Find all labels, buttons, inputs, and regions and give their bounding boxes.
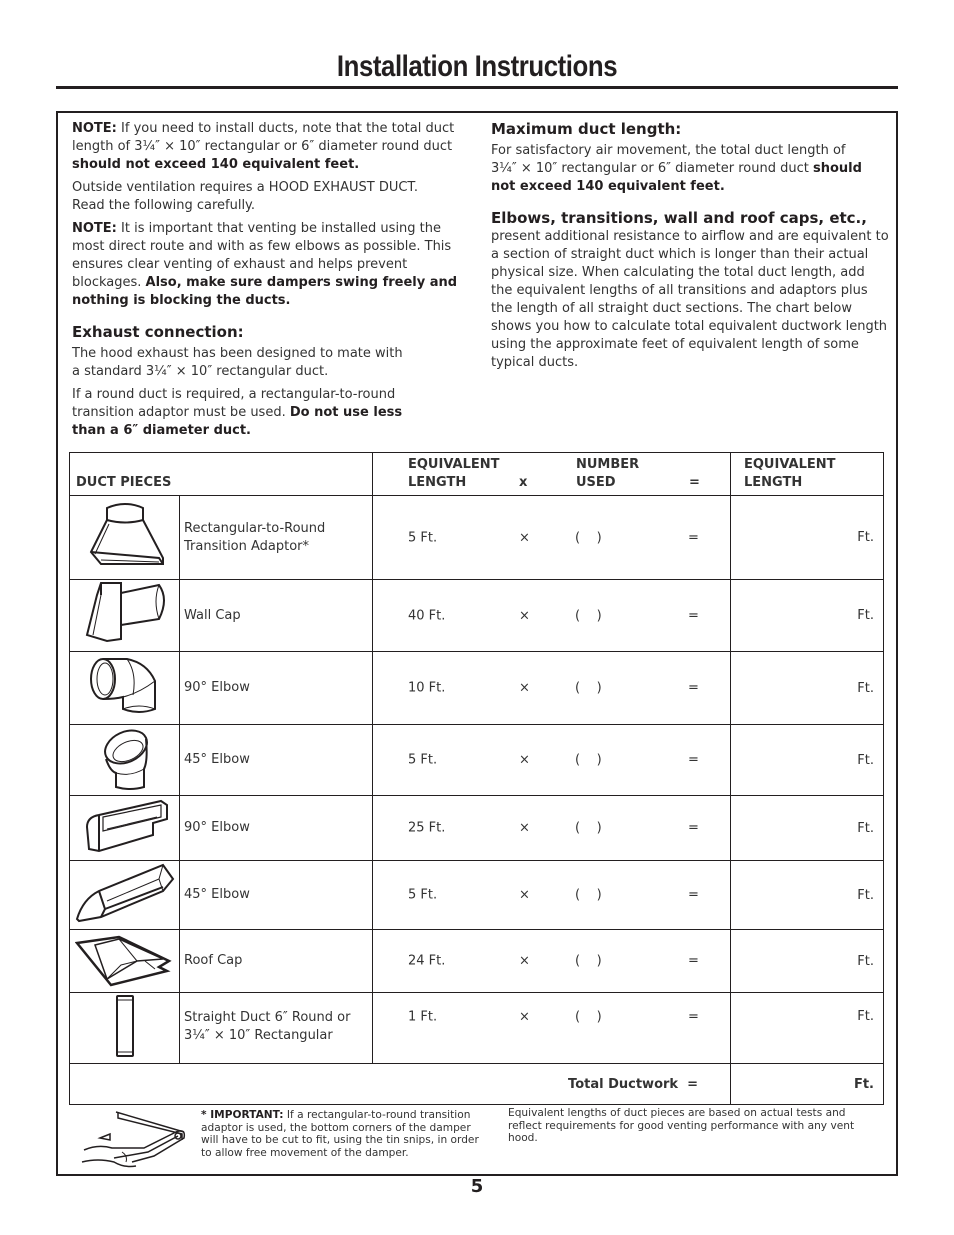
max-duct-length-text: For satisfactory air movement, the total duct length of 3¼″ × 10″ rectangular or 6″ diameter round duct should not exceed 140 equivalent feet. [491,143,862,194]
equals-sign: = [688,530,699,545]
equivalent-length: 24 Ft. [408,953,446,969]
page-number: 5 [470,1176,484,1197]
duct-piece-name: 90° Elbow [180,652,373,725]
result-field[interactable]: Ft. [731,796,884,861]
table-row [70,796,884,861]
equals-sign: = [688,820,699,836]
header-equals: = [689,475,700,490]
equivalent-length: 5 Ft. [408,752,438,768]
important-footnote: * IMPORTANT: If a rectangular-to-round transition adaptor is used, the bottom corners of the damper will have to be cut to fit, using the tin snips, in order to allow free movement of the damper. [201,1109,479,1159]
table-row [70,993,884,1064]
duct-piece-name: Rectangular-to-Round Transition Adaptor* [180,496,373,580]
right-column [491,119,891,377]
times-sign: × [519,680,530,696]
header-times: x [519,475,528,490]
table-row [70,725,884,796]
times-sign: × [519,953,530,969]
rect-to-round-adaptor-icon [79,498,171,574]
header-number-used-2: USED [576,475,616,490]
table-row [70,496,884,580]
result-field[interactable]: Ft. [731,725,884,796]
duct-piece-name: Roof Cap [180,930,373,993]
header-result-1: EQUIVALENT [744,457,836,472]
total-ductwork-label: Total Ductwork = [70,1064,731,1105]
number-used-field[interactable]: ( ) [575,608,602,623]
number-used-field[interactable]: ( ) [575,1009,602,1025]
note-duct-length: NOTE: If you need to install ducts, note that the total duct length of 3¼″ × 10″ rectangular or 6″ diameter round duct should not exceed 140 equivalent feet. [72,121,455,172]
number-used-field[interactable]: ( ) [575,530,602,545]
table-row [70,652,884,725]
exhaust-text: The hood exhaust has been designed to mate with a standard 3¼″ × 10″ rectangular duct. [72,346,403,379]
number-used-field[interactable]: ( ) [575,752,602,768]
tin-snips-cutting-damper-icon [74,1104,194,1172]
rect-90-elbow-icon [77,797,173,855]
table-row [70,580,884,652]
rect-45-elbow-icon [73,861,177,925]
header-equivalent-length-1: EQUIVALENT [408,457,500,472]
equals-sign: = [688,752,699,768]
wall-cap-icon [83,581,167,647]
equivalent-length: 25 Ft. [408,820,446,836]
table-row [70,861,884,930]
title-divider [56,86,898,89]
duct-piece-name: 90° Elbow [180,796,373,861]
times-sign: × [519,820,530,836]
straight-duct-icon [113,994,137,1058]
header-equivalent-length-2: LENGTH [408,475,467,490]
round-45-elbow-icon [90,725,160,791]
header-number-used-1: NUMBER [576,457,640,472]
number-used-field[interactable]: ( ) [575,887,602,903]
elbows-heading: Elbows, transitions, wall and roof caps, etc., [491,209,867,227]
number-used-field[interactable]: ( ) [575,953,602,969]
result-field[interactable]: Ft. [731,580,884,652]
duct-piece-name: Straight Duct 6″ Round or 3¼″ × 10″ Rectangular [180,993,373,1064]
equivalent-length: 5 Ft. [408,887,438,903]
result-field[interactable]: Ft. [731,930,884,993]
equals-sign: = [688,1009,699,1025]
total-row [70,1064,884,1105]
result-field[interactable]: Ft. [731,652,884,725]
equivalent-length: 1 Ft. [408,1009,438,1025]
table-header-row [70,453,884,496]
times-sign: × [519,887,530,903]
equals-sign: = [688,887,699,903]
number-used-field[interactable]: ( ) [575,680,602,696]
round-duct-note: If a round duct is required, a rectangular-to-round transition adaptor must be used. Do not use less than a 6″ diameter duct. [72,387,403,438]
equivalent-length: 40 Ft. [408,608,446,623]
equals-sign: = [688,608,699,623]
left-column [72,120,472,445]
equals-sign: = [688,680,699,696]
round-90-elbow-icon [83,653,167,719]
ventilation-note: Outside ventilation requires a HOOD EXHAUST DUCT. Read the following carefully. [72,180,418,213]
number-used-field[interactable]: ( ) [575,820,602,836]
equals-sign: = [688,953,699,969]
duct-piece-name: Wall Cap [180,580,373,652]
header-duct-pieces: DUCT PIECES [76,475,172,490]
roof-cap-icon [75,931,175,987]
duct-equivalent-length-table [69,452,884,1105]
max-duct-length-heading: Maximum duct length: [491,120,682,138]
note-venting-route: NOTE: It is important that venting be installed using the most direct route and with as few elbows as possible. This ensures clear venting of exhaust and helps prevent blockages. Also, make sure dampers swing freely and nothing is blocking the ducts. [72,221,458,308]
times-sign: × [519,1009,530,1025]
total-ductwork-result[interactable]: Ft. [731,1064,884,1105]
times-sign: × [519,752,530,768]
result-field[interactable]: Ft. [731,993,884,1064]
page-title: Installation Instructions [336,50,618,83]
times-sign: × [519,530,530,545]
equivalent-length: 5 Ft. [408,530,438,545]
result-field[interactable]: Ft. [731,496,884,580]
times-sign: × [519,608,530,623]
table-row [70,930,884,993]
elbows-text: present additional resistance to airflow and are equivalent to a section of straight duct which is longer than their actual physical size. When calculating the total duct length, add the equivalent lengths of all transitions and adaptors plus the length of all straight duct sections. The chart below shows you how to calculate total equivalent ductwork length using the approximate feet of equivalent length of some typical ducts. [491,229,889,370]
result-field[interactable]: Ft. [731,861,884,930]
exhaust-connection-heading: Exhaust connection: [72,323,244,341]
duct-piece-name: 45° Elbow [180,725,373,796]
equivalent-lengths-footnote: Equivalent lengths of duct pieces are based on actual tests and reflect requirements for good venting performance with any vent hood. [508,1107,855,1144]
equivalent-length: 10 Ft. [408,680,446,696]
header-result-2: LENGTH [744,475,803,490]
duct-piece-name: 45° Elbow [180,861,373,930]
